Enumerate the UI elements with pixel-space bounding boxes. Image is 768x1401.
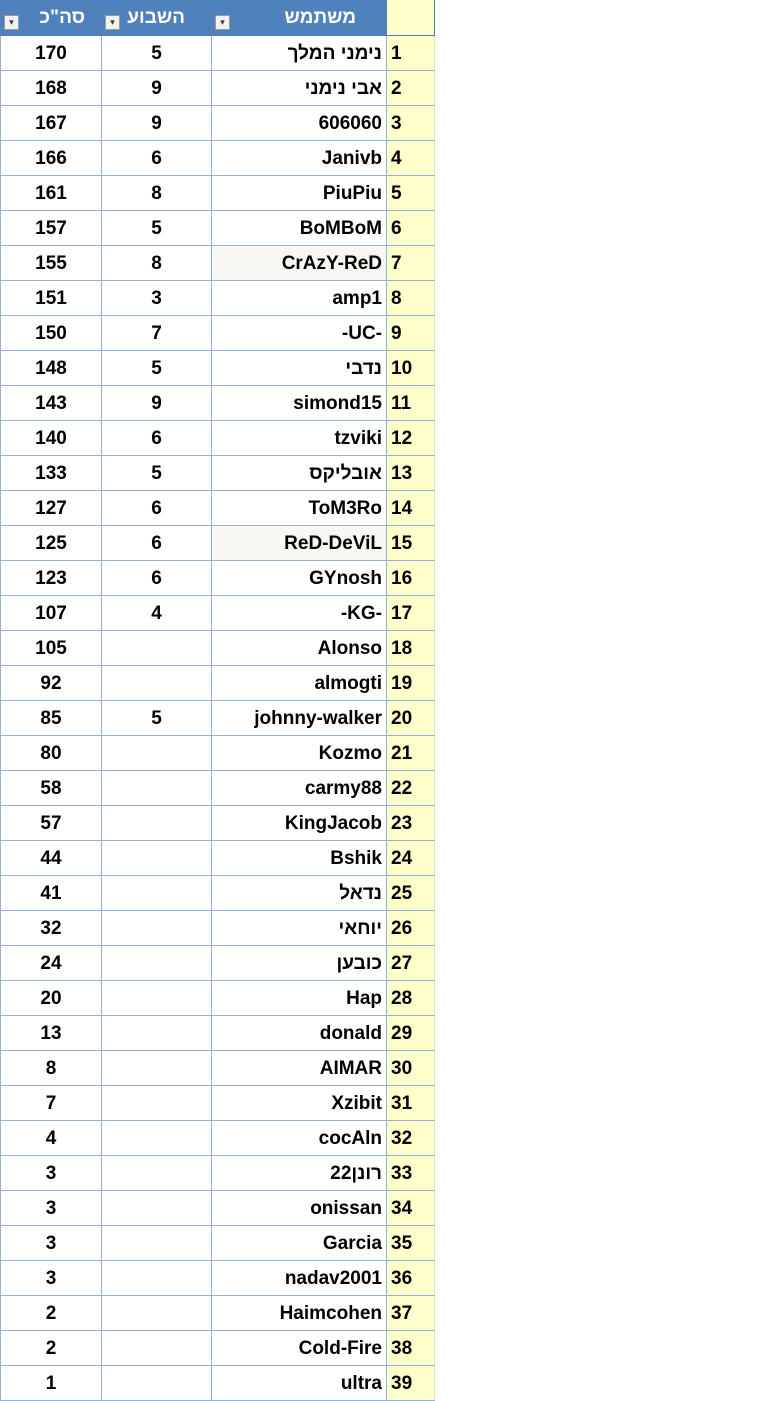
cell-week[interactable] — [102, 1226, 212, 1260]
table-row — [0, 736, 435, 771]
cell-total[interactable]: 1 — [0, 1366, 102, 1400]
table-row — [0, 1051, 435, 1086]
cell-total[interactable]: 166 — [0, 141, 102, 175]
cell-total[interactable]: 3 — [0, 1226, 102, 1260]
cell-user[interactable]: Garcia — [212, 1226, 387, 1260]
cell-user[interactable]: tzviki — [212, 421, 387, 455]
header-user-label: משתמש — [284, 7, 356, 28]
header-user[interactable] — [212, 0, 387, 35]
cell-rank[interactable]: 15 — [387, 526, 435, 560]
cell-week[interactable] — [102, 1296, 212, 1330]
cell-week[interactable]: 4 — [102, 596, 212, 630]
cell-total[interactable]: 7 — [0, 1086, 102, 1120]
cell-user[interactable]: AIMAR — [212, 1051, 387, 1085]
cell-total[interactable]: 85 — [0, 701, 102, 735]
cell-user[interactable]: amp1 — [212, 281, 387, 315]
cell-total[interactable]: 105 — [0, 631, 102, 665]
cell-rank[interactable]: 22 — [387, 771, 435, 805]
cell-rank[interactable]: 32 — [387, 1121, 435, 1155]
table-row — [0, 386, 435, 421]
cell-total[interactable]: 2 — [0, 1296, 102, 1330]
table-row — [0, 1226, 435, 1261]
cell-user[interactable]: Alonso — [212, 631, 387, 665]
cell-week[interactable]: 5 — [102, 36, 212, 70]
cell-total[interactable]: 44 — [0, 841, 102, 875]
cell-rank[interactable]: 8 — [387, 281, 435, 315]
cell-rank[interactable]: 5 — [387, 176, 435, 210]
cell-user[interactable]: Xzibit — [212, 1086, 387, 1120]
cell-user[interactable]: KingJacob — [212, 806, 387, 840]
cell-total[interactable]: 8 — [0, 1051, 102, 1085]
cell-week[interactable] — [102, 631, 212, 665]
header-rank — [387, 0, 435, 35]
cell-total[interactable]: 92 — [0, 666, 102, 700]
cell-total[interactable]: 140 — [0, 421, 102, 455]
cell-week[interactable]: 7 — [102, 316, 212, 350]
cell-total[interactable]: 3 — [0, 1191, 102, 1225]
cell-rank[interactable]: 24 — [387, 841, 435, 875]
cell-week[interactable] — [102, 981, 212, 1015]
cell-week[interactable] — [102, 911, 212, 945]
cell-total[interactable]: 2 — [0, 1331, 102, 1365]
cell-total[interactable]: 123 — [0, 561, 102, 595]
cell-user[interactable]: ToM3Ro — [212, 491, 387, 525]
table-row — [0, 456, 435, 491]
header-total[interactable] — [0, 0, 102, 35]
cell-week[interactable] — [102, 736, 212, 770]
cell-user[interactable]: almogti — [212, 666, 387, 700]
cell-rank[interactable]: 25 — [387, 876, 435, 910]
cell-week[interactable] — [102, 946, 212, 980]
cell-user[interactable]: Cold-Fire — [212, 1331, 387, 1365]
cell-rank[interactable]: 11 — [387, 386, 435, 420]
cell-week[interactable] — [102, 1016, 212, 1050]
cell-week[interactable]: 6 — [102, 141, 212, 175]
cell-rank[interactable]: 9 — [387, 316, 435, 350]
cell-user[interactable]: נימני המלך — [212, 36, 387, 70]
cell-user[interactable]: CrAzY-ReD — [212, 246, 387, 280]
table-row — [0, 911, 435, 946]
cell-total[interactable]: 125 — [0, 526, 102, 560]
cell-week[interactable]: 8 — [102, 176, 212, 210]
cell-rank[interactable]: 1 — [387, 36, 435, 70]
cell-total[interactable]: 170 — [0, 36, 102, 70]
cell-total[interactable]: 3 — [0, 1156, 102, 1190]
cell-week[interactable]: 6 — [102, 421, 212, 455]
cell-week[interactable] — [102, 1191, 212, 1225]
table-row — [0, 281, 435, 316]
cell-user[interactable]: nadav2001 — [212, 1261, 387, 1295]
header-week-label: השבוע — [127, 7, 185, 28]
cell-user[interactable]: אבי נימני — [212, 71, 387, 105]
cell-week[interactable] — [102, 1121, 212, 1155]
cell-rank[interactable]: 35 — [387, 1226, 435, 1260]
cell-user[interactable]: onissan — [212, 1191, 387, 1225]
cell-week[interactable]: 5 — [102, 351, 212, 385]
filter-dropdown-icon[interactable]: ▾ — [105, 15, 120, 30]
cell-user[interactable]: johnny-walker — [212, 701, 387, 735]
cell-rank[interactable]: 4 — [387, 141, 435, 175]
cell-rank[interactable]: 16 — [387, 561, 435, 595]
cell-user[interactable]: כובען — [212, 946, 387, 980]
table-row — [0, 876, 435, 911]
cell-week[interactable]: 6 — [102, 491, 212, 525]
cell-total[interactable]: 161 — [0, 176, 102, 210]
table-row — [0, 771, 435, 806]
cell-rank[interactable]: 3 — [387, 106, 435, 140]
cell-week[interactable]: 3 — [102, 281, 212, 315]
cell-user[interactable]: carmy88 — [212, 771, 387, 805]
cell-week[interactable] — [102, 666, 212, 700]
cell-rank[interactable]: 7 — [387, 246, 435, 280]
table-row — [0, 176, 435, 211]
cell-rank[interactable]: 2 — [387, 71, 435, 105]
cell-week[interactable]: 8 — [102, 246, 212, 280]
cell-rank[interactable]: 6 — [387, 211, 435, 245]
cell-week[interactable] — [102, 1051, 212, 1085]
cell-user[interactable]: -KG- — [212, 596, 387, 630]
cell-user[interactable]: -UC- — [212, 316, 387, 350]
cell-rank[interactable]: 12 — [387, 421, 435, 455]
table-row — [0, 806, 435, 841]
cell-rank[interactable]: 29 — [387, 1016, 435, 1050]
table-row — [0, 1366, 435, 1401]
cell-rank[interactable]: 33 — [387, 1156, 435, 1190]
cell-user[interactable]: GYnosh — [212, 561, 387, 595]
cell-user[interactable]: simond15 — [212, 386, 387, 420]
cell-user[interactable]: Hap — [212, 981, 387, 1015]
table-row — [0, 246, 435, 281]
cell-week[interactable] — [102, 1156, 212, 1190]
cell-user[interactable]: יוחאי — [212, 911, 387, 945]
cell-total[interactable]: 150 — [0, 316, 102, 350]
cell-rank[interactable]: 23 — [387, 806, 435, 840]
cell-rank[interactable]: 21 — [387, 736, 435, 770]
table-row — [0, 1331, 435, 1366]
cell-week[interactable] — [102, 1086, 212, 1120]
cell-rank[interactable]: 38 — [387, 1331, 435, 1365]
table-header-row — [0, 0, 435, 36]
table-row — [0, 1156, 435, 1191]
cell-total[interactable]: 133 — [0, 456, 102, 490]
table-row — [0, 1016, 435, 1051]
table-row — [0, 526, 435, 561]
cell-user[interactable]: ultra — [212, 1366, 387, 1400]
cell-user[interactable]: 606060 — [212, 106, 387, 140]
cell-week[interactable]: 5 — [102, 456, 212, 490]
table-row — [0, 71, 435, 106]
cell-rank[interactable]: 19 — [387, 666, 435, 700]
table-row — [0, 211, 435, 246]
cell-user[interactable]: רונן22 — [212, 1156, 387, 1190]
cell-user[interactable]: ReD-DeViL — [212, 526, 387, 560]
cell-rank[interactable]: 14 — [387, 491, 435, 525]
cell-total[interactable]: 148 — [0, 351, 102, 385]
table-row — [0, 351, 435, 386]
cell-total[interactable]: 57 — [0, 806, 102, 840]
cell-rank[interactable]: 39 — [387, 1366, 435, 1400]
cell-week[interactable] — [102, 1366, 212, 1400]
cell-week[interactable]: 9 — [102, 106, 212, 140]
table-row — [0, 1121, 435, 1156]
table-row — [0, 841, 435, 876]
cell-rank[interactable]: 27 — [387, 946, 435, 980]
cell-rank[interactable]: 13 — [387, 456, 435, 490]
cell-week[interactable]: 6 — [102, 526, 212, 560]
cell-rank[interactable]: 30 — [387, 1051, 435, 1085]
cell-rank[interactable]: 31 — [387, 1086, 435, 1120]
cell-user[interactable]: אובליקס — [212, 456, 387, 490]
table-row — [0, 106, 435, 141]
cell-week[interactable]: 6 — [102, 561, 212, 595]
cell-user[interactable]: donald — [212, 1016, 387, 1050]
cell-rank[interactable]: 34 — [387, 1191, 435, 1225]
table-row — [0, 1296, 435, 1331]
cell-week[interactable] — [102, 1331, 212, 1365]
cell-total[interactable]: 58 — [0, 771, 102, 805]
table-row — [0, 631, 435, 666]
table-row — [0, 701, 435, 736]
cell-rank[interactable]: 17 — [387, 596, 435, 630]
cell-week[interactable]: 9 — [102, 71, 212, 105]
table-row — [0, 666, 435, 701]
table-row — [0, 1191, 435, 1226]
cell-rank[interactable]: 28 — [387, 981, 435, 1015]
cell-week[interactable] — [102, 771, 212, 805]
cell-user[interactable]: נדבי — [212, 351, 387, 385]
cell-week[interactable] — [102, 806, 212, 840]
cell-user[interactable]: Haimcohen — [212, 1296, 387, 1330]
cell-total[interactable]: 143 — [0, 386, 102, 420]
cell-user[interactable]: cocAln — [212, 1121, 387, 1155]
table-row — [0, 561, 435, 596]
table-row — [0, 421, 435, 456]
cell-total[interactable]: 127 — [0, 491, 102, 525]
cell-total[interactable]: 167 — [0, 106, 102, 140]
cell-total[interactable]: 168 — [0, 71, 102, 105]
cell-week[interactable]: 5 — [102, 701, 212, 735]
header-total-label: סה"כ — [39, 7, 85, 28]
table-row — [0, 141, 435, 176]
filter-dropdown-icon[interactable]: ▾ — [215, 15, 230, 30]
cell-week[interactable] — [102, 876, 212, 910]
cell-rank[interactable]: 18 — [387, 631, 435, 665]
cell-week[interactable] — [102, 841, 212, 875]
table-row — [0, 491, 435, 526]
table-row — [0, 596, 435, 631]
table-row — [0, 316, 435, 351]
cell-user[interactable]: Bshik — [212, 841, 387, 875]
cell-week[interactable] — [102, 1261, 212, 1295]
cell-total[interactable]: 32 — [0, 911, 102, 945]
cell-total[interactable]: 151 — [0, 281, 102, 315]
table-row — [0, 981, 435, 1016]
cell-total[interactable]: 41 — [0, 876, 102, 910]
cell-total[interactable]: 155 — [0, 246, 102, 280]
cell-user[interactable]: BoMBoM — [212, 211, 387, 245]
table-row — [0, 36, 435, 71]
cell-total[interactable]: 24 — [0, 946, 102, 980]
cell-rank[interactable]: 10 — [387, 351, 435, 385]
cell-user[interactable]: Janivb — [212, 141, 387, 175]
cell-total[interactable]: 13 — [0, 1016, 102, 1050]
cell-total[interactable]: 80 — [0, 736, 102, 770]
table-row — [0, 1261, 435, 1296]
cell-total[interactable]: 107 — [0, 596, 102, 630]
cell-user[interactable]: נדאל — [212, 876, 387, 910]
cell-total[interactable]: 20 — [0, 981, 102, 1015]
cell-user[interactable]: PiuPiu — [212, 176, 387, 210]
cell-rank[interactable]: 36 — [387, 1261, 435, 1295]
table-row — [0, 1086, 435, 1121]
sort-descending-filter-icon[interactable]: ▾ — [4, 15, 19, 30]
cell-total[interactable]: 4 — [0, 1121, 102, 1155]
cell-rank[interactable]: 20 — [387, 701, 435, 735]
cell-user[interactable]: Kozmo — [212, 736, 387, 770]
table-row — [0, 946, 435, 981]
cell-total[interactable]: 3 — [0, 1261, 102, 1295]
cell-week[interactable]: 5 — [102, 211, 212, 245]
cell-rank[interactable]: 26 — [387, 911, 435, 945]
table-body — [0, 36, 435, 1401]
cell-rank[interactable]: 37 — [387, 1296, 435, 1330]
cell-week[interactable]: 9 — [102, 386, 212, 420]
cell-total[interactable]: 157 — [0, 211, 102, 245]
